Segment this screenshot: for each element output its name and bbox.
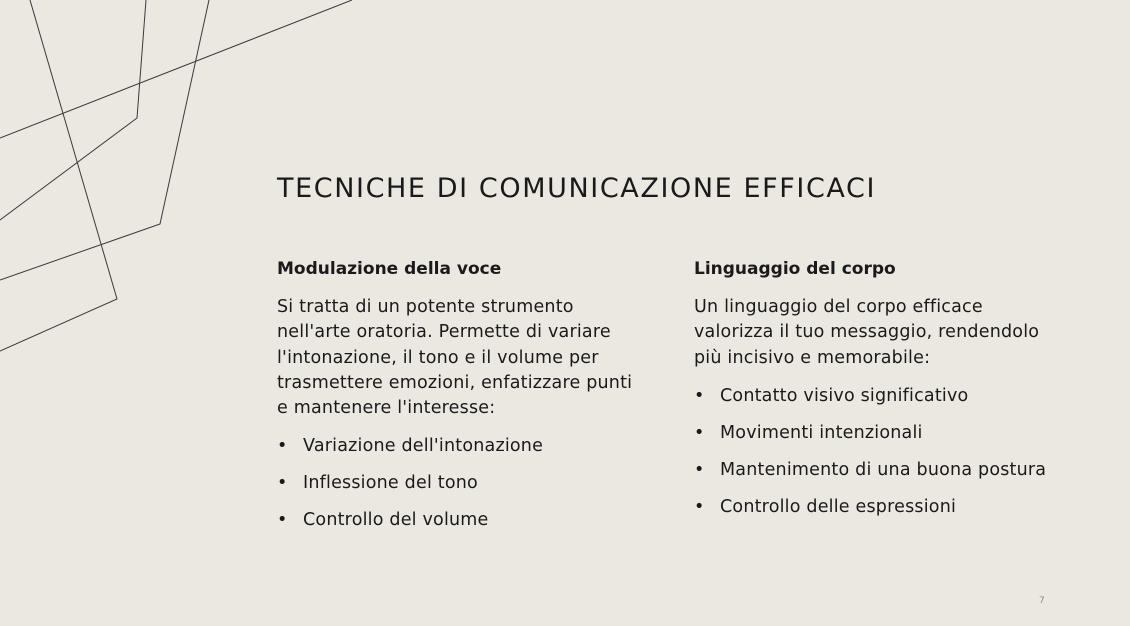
list-item bbox=[277, 470, 637, 496]
list-item bbox=[694, 420, 1054, 446]
right-column-body: Un linguaggio del corpo efficace valorizza il tuo messaggio, rendendolo più incisivo e memorabile: bbox=[694, 297, 1040, 368]
page-number: 7 bbox=[1039, 596, 1045, 606]
decorative-line bbox=[0, 0, 146, 220]
decorative-line bbox=[0, 0, 209, 280]
decorative-line bbox=[0, 0, 352, 138]
left-column-heading: Modulazione della voce bbox=[277, 259, 502, 279]
list-item-text: Movimenti intenzionali bbox=[720, 422, 923, 443]
left-bullet-list bbox=[277, 433, 637, 533]
decorative-line bbox=[0, 0, 117, 351]
bullet-icon: • bbox=[277, 510, 288, 531]
list-item-text: Controllo delle espressioni bbox=[720, 496, 957, 517]
bullet-icon: • bbox=[694, 422, 705, 443]
left-column-body: Si tratta di un potente strumento nell'arte oratoria. Permette di variare l'intonazione, il tono e il volume per trasmettere emozioni, enfatizzare punti e mantenere l'interesse: bbox=[277, 297, 633, 419]
list-item bbox=[694, 383, 1054, 409]
bullet-icon: • bbox=[694, 459, 705, 480]
list-item-text: Contatto visivo significativo bbox=[720, 385, 969, 406]
bullet-icon: • bbox=[277, 473, 288, 494]
list-item bbox=[277, 433, 637, 459]
slide-title: TECNICHE DI COMUNICAZIONE EFFICACI bbox=[277, 173, 877, 204]
right-bullet-list bbox=[694, 383, 1054, 520]
list-item-text: Inflessione del tono bbox=[303, 473, 478, 494]
list-item-text: Mantenimento di una buona postura bbox=[720, 459, 1047, 480]
list-item bbox=[277, 507, 637, 533]
list-item-text: Variazione dell'intonazione bbox=[303, 436, 544, 457]
list-item bbox=[694, 457, 1054, 483]
bullet-icon: • bbox=[694, 496, 705, 517]
list-item-text: Controllo del volume bbox=[303, 510, 489, 531]
bullet-icon: • bbox=[277, 436, 288, 457]
right-column bbox=[694, 257, 1054, 531]
bullet-icon: • bbox=[694, 385, 705, 406]
right-column-heading: Linguaggio del corpo bbox=[694, 259, 896, 279]
left-column bbox=[277, 257, 637, 544]
list-item bbox=[694, 494, 1054, 520]
